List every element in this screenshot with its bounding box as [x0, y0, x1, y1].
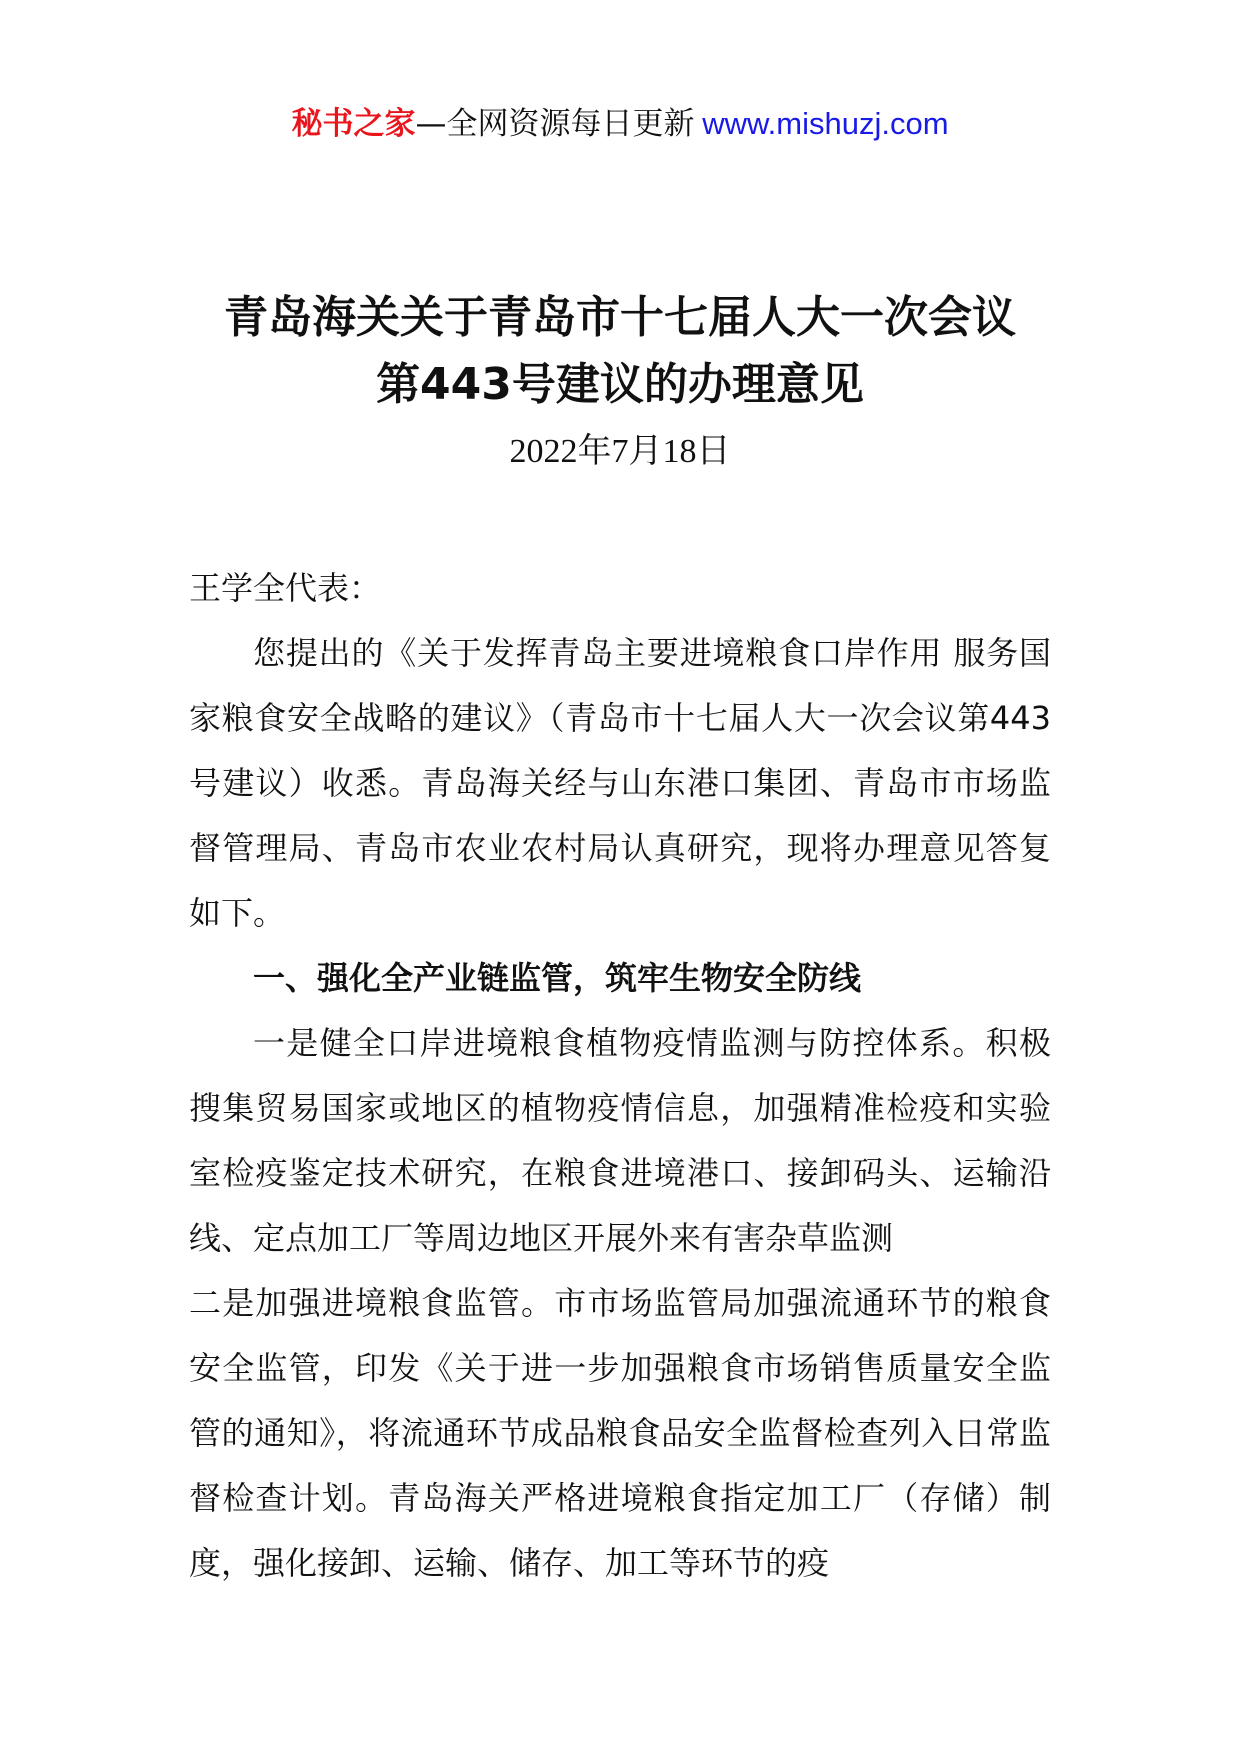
header-slogan: —全网资源每日更新: [415, 106, 695, 142]
brand-name: 秘书之家: [291, 106, 416, 142]
section-1-paragraph-2: 二是加强进境粮食监管。市市场监管局加强流通环节的粮食安全监管，印发《关于进一步加强粮食市场销售质量安全监管的通知》，将流通环节成品粮食品安全监督检查列入日常监督检查计划。青岛海关严格进境粮食指定加工厂（存储）制度，强化接卸、运输、储存、加工等环节的疫: [189, 1284, 1051, 1582]
salutation: 王学全代表：: [189, 569, 382, 607]
section-1-paragraph-1: 一是健全口岸进境粮食植物疫情监测与防控体系。积极搜集贸易国家或地区的植物疫情信息，加强精准检疫和实验室检疫鉴定技术研究，在粮食进境港口、接卸码头、运输沿线、定点加工厂等周边地区开展外来有害杂草监测: [189, 1024, 1051, 1257]
document-title-line-2: 第443号建议的办理意见: [376, 359, 864, 410]
paragraph-intro: 您提出的《关于发挥青岛主要进境粮食口岸作用 服务国家粮食安全战略的建议》（青岛市十七届人大一次会议第443号建议）收悉。青岛海关经与山东港口集团、青岛市市场监督管理局、青岛市农业农村局认真研究，现将办理意见答复如下。: [189, 634, 1051, 932]
document-date: 2022年7月18日: [509, 433, 731, 470]
document-title-line-1: 青岛海关关于青岛市十七届人大一次会议: [224, 292, 1016, 343]
section-heading-1: 一、强化全产业链监管，筑牢生物安全防线: [253, 959, 862, 997]
site-url-link[interactable]: www.mishuzj.com: [702, 106, 949, 141]
site-header: [0, 104, 1240, 144]
document-body: [189, 556, 1051, 1596]
